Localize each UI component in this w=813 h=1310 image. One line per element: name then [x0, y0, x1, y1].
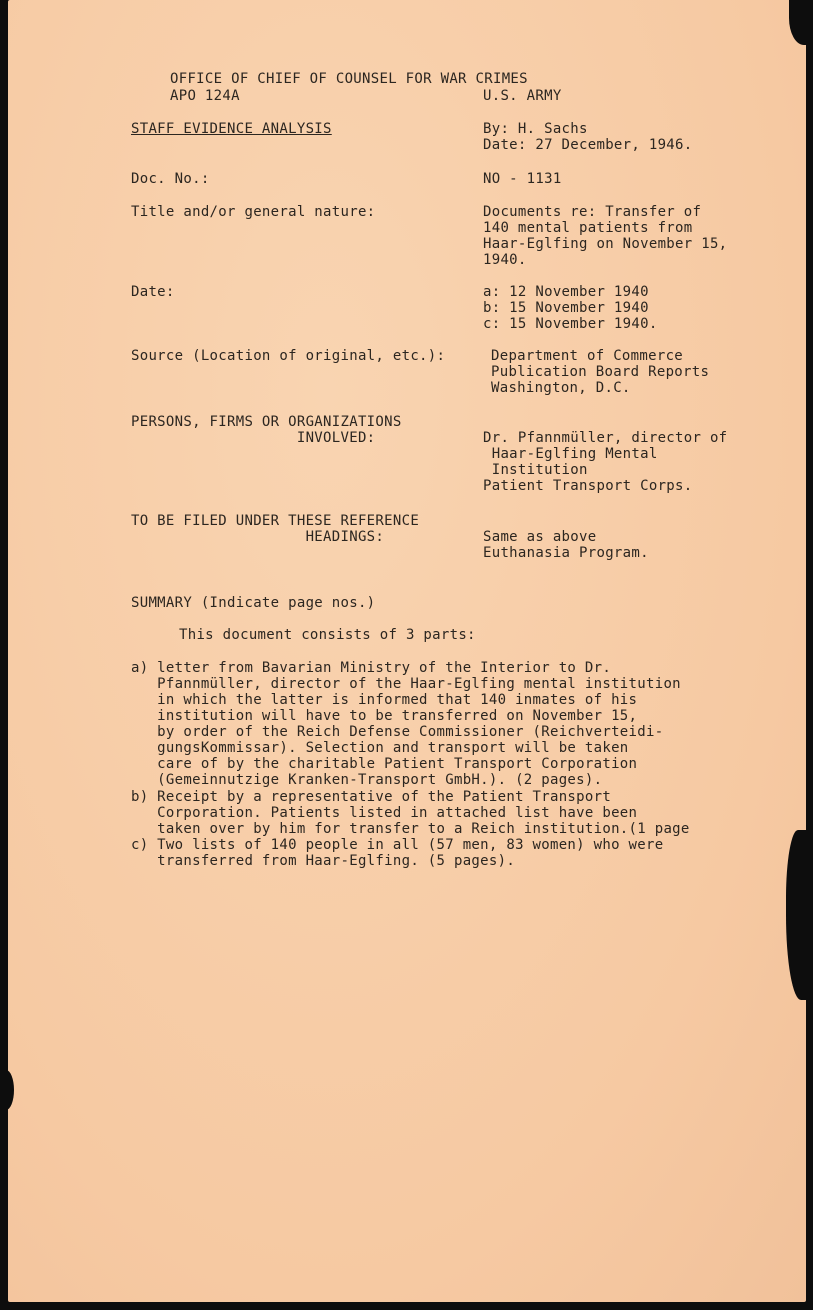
army-label: U.S. ARMY	[483, 88, 562, 104]
filed-label: TO BE FILED UNDER THESE REFERENCE HEADINGS:	[131, 513, 420, 545]
summary-intro: This document consists of 3 parts:	[179, 627, 476, 643]
doc-no-value: NO - 1131	[483, 171, 562, 187]
persons-label: PERSONS, FIRMS OR ORGANIZATIONS INVOLVED:	[131, 414, 402, 446]
summary-label: SUMMARY (Indicate page nos.)	[131, 595, 376, 611]
summary-item-b: b) Receipt by a representative of the Patient Transport Corporation. Patients listed in attached list have been taken over by him for transfer to a Reich institution.(1 page	[131, 789, 690, 837]
page-edge-damage	[789, 0, 813, 45]
source-label: Source (Location of original, etc.):	[131, 348, 446, 364]
apo-number: APO 124A	[170, 88, 240, 104]
analysis-date: Date: 27 December, 1946.	[483, 137, 693, 153]
analysis-title: STAFF EVIDENCE ANALYSIS	[131, 121, 332, 137]
document-page	[8, 0, 806, 1302]
persons-value: Dr. Pfannmüller, director of Haar-Eglfing Mental Institution Patient Transport Corps.	[483, 430, 728, 494]
doc-no-label: Doc. No.:	[131, 171, 210, 187]
date-value: a: 12 November 1940 b: 15 November 1940 c: 15 November 1940.	[483, 284, 658, 332]
title-value: Documents re: Transfer of 140 mental patients from Haar-Eglfing on November 15, 1940.	[483, 204, 728, 268]
page-edge-damage	[0, 1070, 14, 1110]
title-label: Title and/or general nature:	[131, 204, 376, 220]
summary-item-a: a) letter from Bavarian Ministry of the Interior to Dr. Pfannmüller, director of the Haar-Eglfing mental institution in which the latter is informed that 140 inmates of his institution will have to be transferred on November 15, by order of the Reich Defense Commissioner (Reichverteidi- gungsKommissar). Selection and transport will be taken care of by the charitable Patient Transport Corporation (Gemeinnutzige Kranken-Transport GmbH.). (2 pages).	[131, 660, 681, 788]
source-value: Department of Commerce Publication Board Reports Washington, D.C.	[491, 348, 710, 396]
date-label: Date:	[131, 284, 175, 300]
office-heading: OFFICE OF CHIEF OF COUNSEL FOR WAR CRIMES	[170, 71, 528, 87]
analyst-name: By: H. Sachs	[483, 121, 588, 137]
filed-value: Same as above Euthanasia Program.	[483, 529, 649, 561]
page-edge-damage	[786, 830, 813, 1000]
summary-item-c: c) Two lists of 140 people in all (57 men, 83 women) who were transferred from Haar-Eglfing. (5 pages).	[131, 837, 664, 869]
